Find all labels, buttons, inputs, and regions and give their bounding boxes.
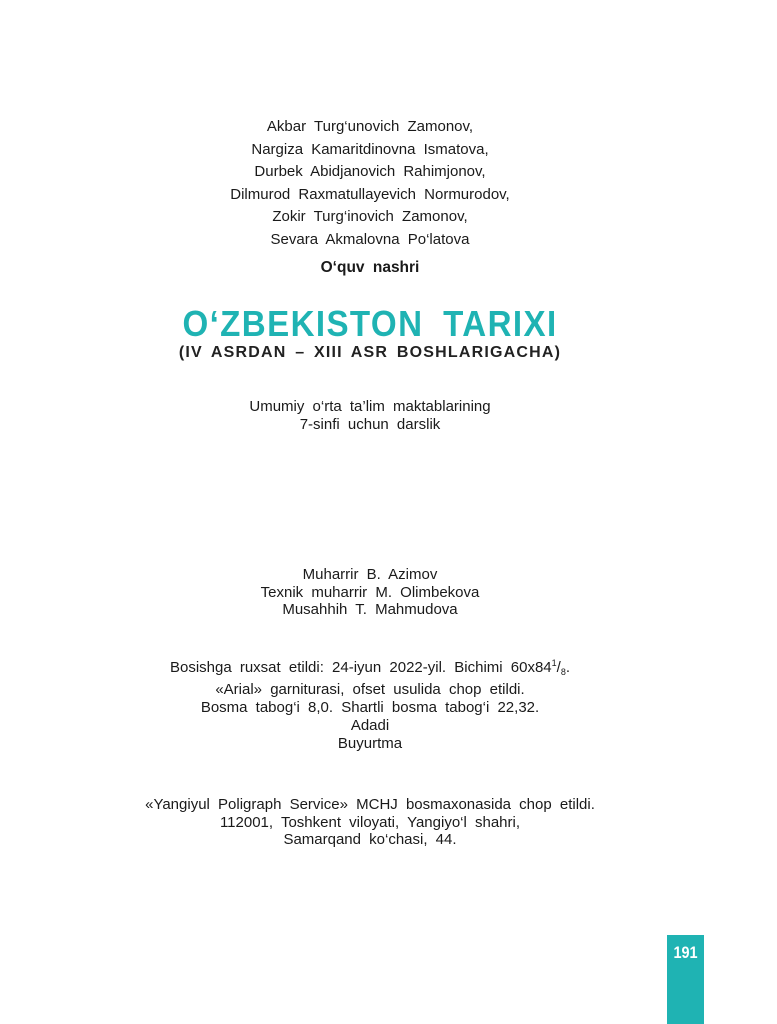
format-fraction-denominator: 8 bbox=[560, 667, 566, 677]
circulation-line: Adadi bbox=[350, 717, 390, 734]
page-number-tab bbox=[667, 935, 704, 1024]
author-name: Nargiza Kamaritdinovna Ismatova, bbox=[251, 140, 489, 158]
author-name: Sevara Akmalovna Po‘latova bbox=[270, 230, 470, 248]
format-fraction-slash: / bbox=[556, 659, 561, 676]
publisher-info bbox=[0, 796, 740, 849]
book-subtitle: (IV ASRDAN – XIII ASR BOSHLARIGACHA) bbox=[178, 344, 562, 361]
sheets-line: Bosma tabog‘i 8,0. Shartli bosma tabog‘i 22,32. bbox=[200, 699, 540, 716]
editorial-staff bbox=[0, 566, 740, 619]
print-permission-text: Bosishga ruxsat etildi: 24-iyun 2022-yil. Bichimi 60x84 bbox=[169, 659, 552, 676]
author-name: Dilmurod Raxmatullayevich Normurodov, bbox=[230, 185, 510, 203]
page-number: 191 bbox=[673, 943, 698, 962]
author-name: Akbar Turg‘unovich Zamonov, bbox=[266, 118, 474, 135]
staff-line: Musahhih T. Mahmudova bbox=[282, 601, 458, 618]
edition-type: O‘quv nashri bbox=[320, 259, 420, 276]
format-fraction-numerator: 1 bbox=[551, 658, 557, 668]
order-line: Buyurtma bbox=[337, 735, 403, 752]
author-name: Zokir Turg‘inovich Zamonov, bbox=[272, 208, 468, 225]
print-info bbox=[0, 654, 740, 753]
publisher-line: «Yangiyul Poligraph Service» MCHJ bosmaxonasida chop etildi. bbox=[145, 796, 595, 813]
publisher-line: 112001, Toshkent viloyati, Yangiyo‘l shahri, bbox=[219, 813, 521, 831]
print-permission-line bbox=[0, 654, 740, 681]
book-description bbox=[0, 398, 740, 434]
description-line: 7-sinfi uchun darslik bbox=[299, 416, 441, 433]
print-permission-end: . bbox=[565, 659, 571, 676]
typeface-line: «Arial» garniturasi, ofset usulida chop etildi. bbox=[215, 681, 525, 698]
book-title: O‘ZBEKISTON TARIXI bbox=[182, 303, 558, 344]
staff-line: Muharrir B. Azimov bbox=[302, 566, 438, 583]
authors-list bbox=[0, 116, 740, 251]
publisher-line: Samarqand ko‘chasi, 44. bbox=[283, 831, 457, 848]
staff-line: Texnik muharrir M. Olimbekova bbox=[260, 583, 480, 601]
description-line: Umumiy o‘rta ta’lim maktablarining bbox=[249, 398, 491, 415]
author-name: Durbek Abidjanovich Rahimjonov, bbox=[254, 163, 486, 180]
